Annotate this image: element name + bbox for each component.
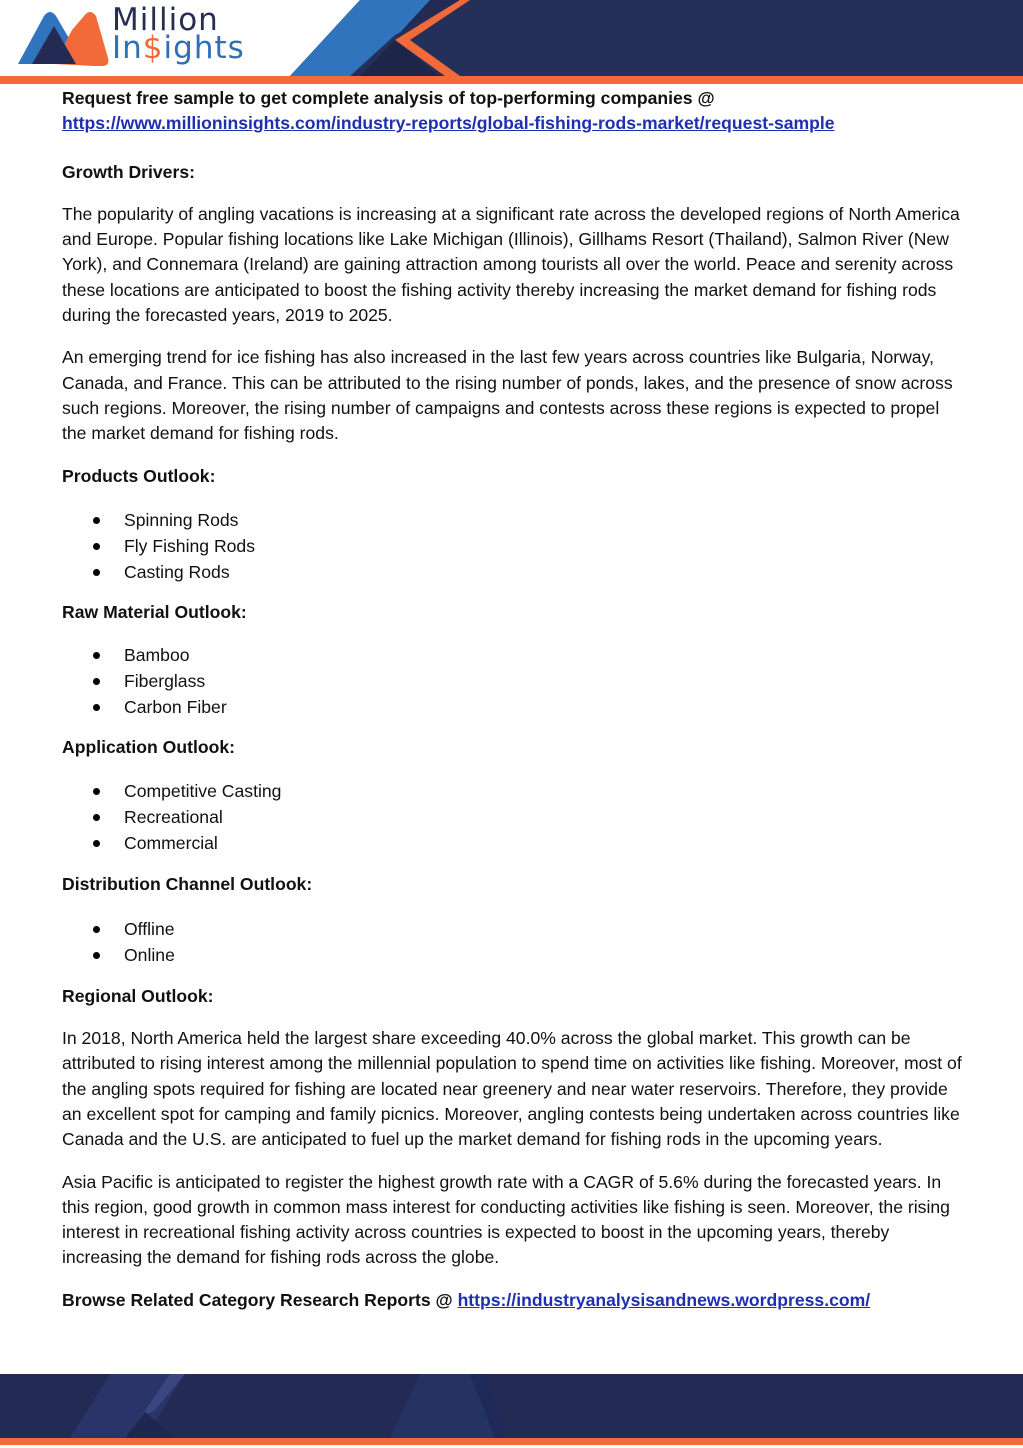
products-outlook-heading: Products Outlook: — [62, 465, 216, 486]
footer-banner-graphic — [0, 1374, 1023, 1438]
page-footer — [0, 1374, 1023, 1448]
raw-material-outlook-heading: Raw Material Outlook: — [62, 601, 247, 622]
products-list — [62, 507, 962, 585]
list-item: Recreational — [62, 804, 962, 830]
logo-dollar: $ — [142, 30, 164, 66]
logo-line2 — [112, 30, 245, 66]
regional-outlook-heading: Regional Outlook: — [62, 985, 214, 1006]
header-orange-stripe — [0, 76, 1023, 84]
list-item: Fiberglass — [62, 668, 962, 694]
million-insights-logo-icon — [14, 8, 110, 70]
list-item: Fly Fishing Rods — [62, 533, 962, 559]
list-item: Spinning Rods — [62, 507, 962, 533]
growth-drivers-paragraph-1: The popularity of angling vacations is increasing at a significant rate across the developed regions of North America and Europe. Popular fishing locations like Lake Michigan (Illinois), Gillhams Resort (Thailand), Salmon River (New York), and Connemara (Ireland) are gaining attraction among tourists all over the world. Peace and serenity across these locations are anticipated to boost the fishing activity thereby increasing the market demand for fishing rods during the forecasted years, 2019 to 2025. — [62, 203, 960, 326]
application-outlook-heading: Application Outlook: — [62, 737, 235, 758]
request-sample-text: Request free sample to get complete analysis of top-performing companies @ — [62, 88, 715, 108]
list-item: Carbon Fiber — [62, 694, 962, 720]
regional-paragraph-2: Asia Pacific is anticipated to register the highest growth rate with a CAGR of 5.6% during the forecasted years. In this region, good growth in common mass interest for conducting activities like fishing is seen. Moreover, the rising interest in recreational fishing activity across countries is expected to boost in the upcoming years, thereby increasing the demand for fishing rods across the globe. — [62, 1171, 950, 1268]
request-sample-link[interactable]: https://www.millioninsights.com/industry-reports/global-fishing-rods-market/request-sample — [62, 113, 835, 134]
application-list — [62, 778, 962, 856]
list-item: Offline — [62, 916, 962, 942]
logo-line2-post: ights — [163, 30, 245, 66]
list-item: Online — [62, 942, 962, 968]
logo-wordmark — [112, 2, 245, 66]
list-item: Bamboo — [62, 642, 962, 668]
list-item: Competitive Casting — [62, 778, 962, 804]
growth-drivers-paragraph-2: An emerging trend for ice fishing has also increased in the last few years across countries like Bulgaria, Norway, Canada, and France. This can be attributed to the rising number of ponds, lakes, and the presence of snow across such regions. Moreover, the rising number of campaigns and contests across these regions is expected to propel the market demand for fishing rods. — [62, 347, 953, 444]
distribution-list — [62, 916, 962, 968]
browse-related-text: Browse Related Category Research Reports @ — [62, 1289, 453, 1310]
growth-drivers-heading: Growth Drivers: — [62, 161, 195, 182]
footer-orange-stripe — [0, 1438, 1023, 1445]
browse-related-line — [62, 1288, 962, 1313]
regional-paragraph-1: In 2018, North America held the largest share exceeding 40.0% across the global market. This growth can be attributed to rising interest among the millennial population to spend time on activities like fishing. Moreover, most of the angling spots required for fishing are located near greenery and near water reservoirs. Therefore, they provide an excellent spot for camping and family picnics. Moreover, angling contests being undertaken across countries like Canada and the U.S. are anticipated to fuel up the market demand for fishing rods in the upcoming years. — [62, 1028, 962, 1150]
document-body — [62, 86, 962, 1313]
logo-line1: Million — [112, 2, 219, 38]
distribution-channel-outlook-heading: Distribution Channel Outlook: — [62, 874, 313, 895]
raw-material-list — [62, 642, 962, 720]
list-item: Casting Rods — [62, 559, 962, 585]
page-header — [0, 0, 1023, 85]
browse-related-link[interactable]: https://industryanalysisandnews.wordpress.com/ — [457, 1289, 871, 1310]
list-item: Commercial — [62, 830, 962, 856]
logo-line2-pre: In — [112, 30, 143, 66]
